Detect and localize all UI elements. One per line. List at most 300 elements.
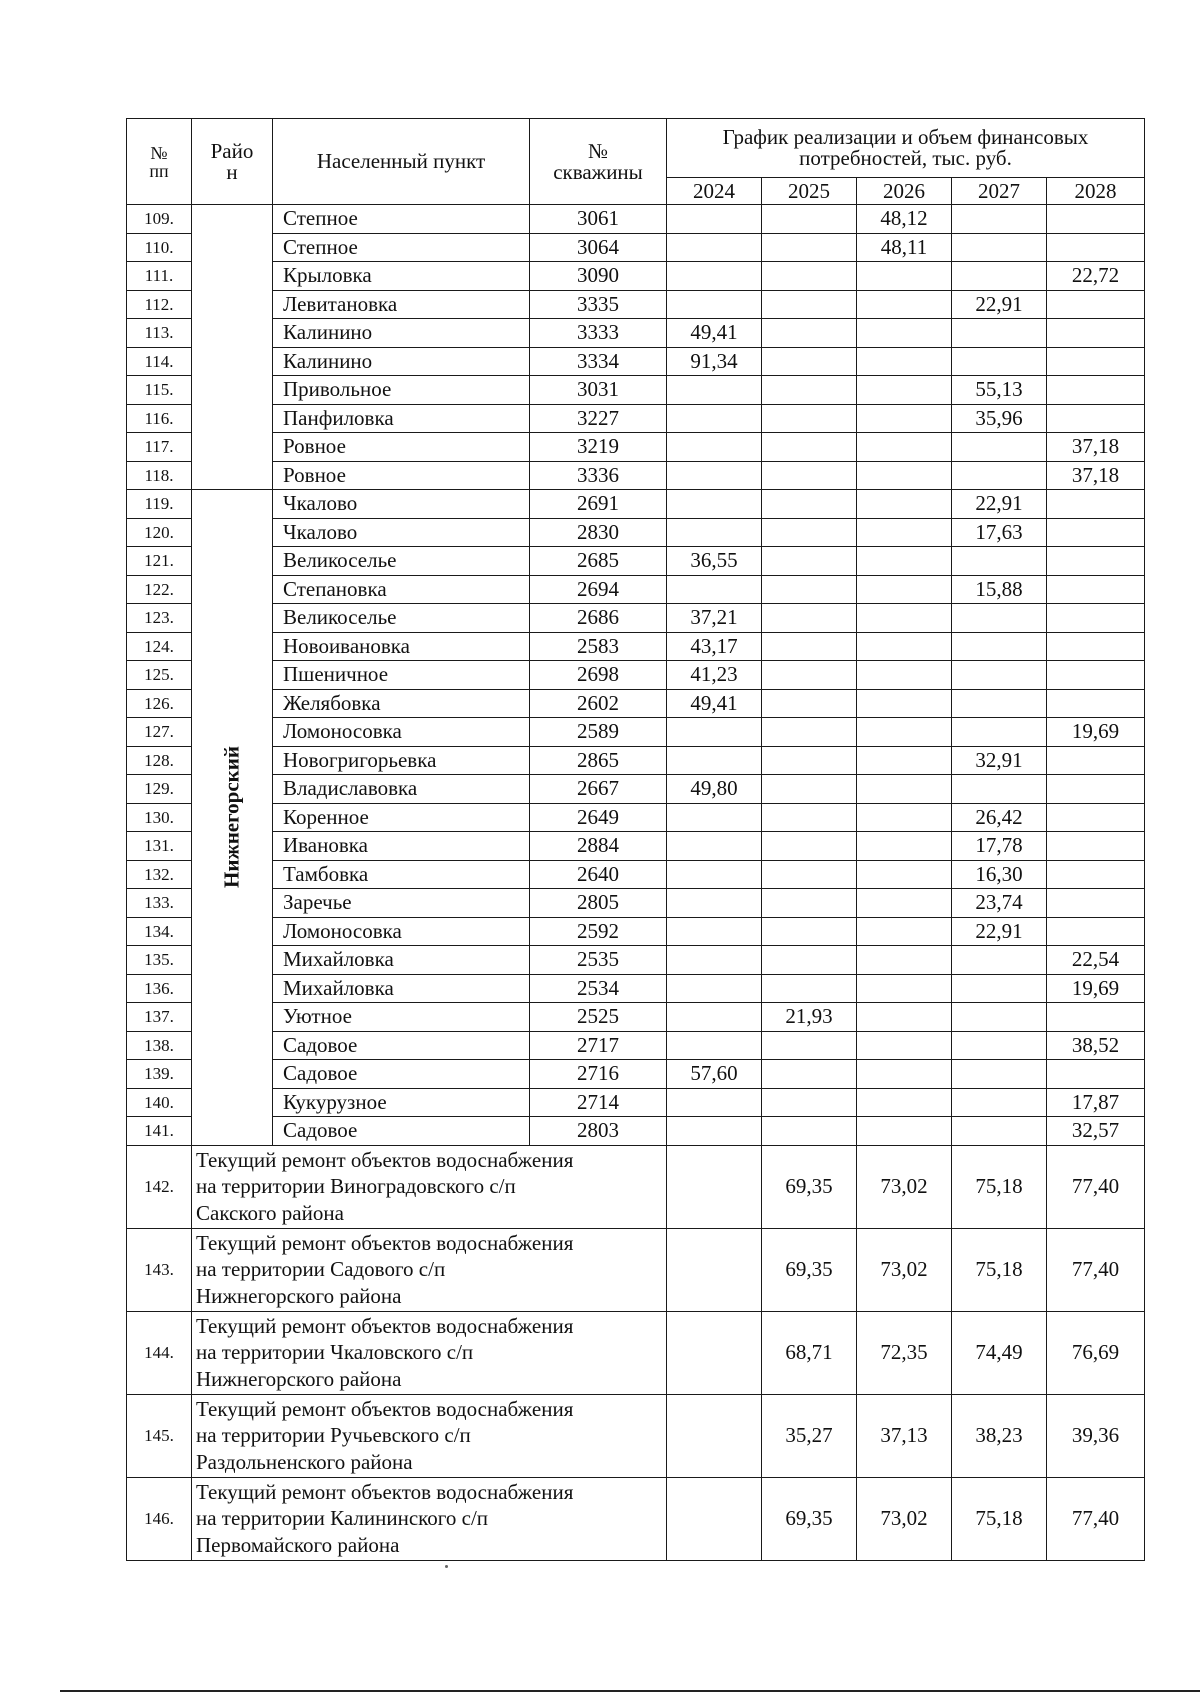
table-row: [127, 575, 1145, 604]
row-number: 112.: [127, 290, 192, 319]
table-row: [127, 290, 1145, 319]
funding-value-2028: [1047, 917, 1145, 946]
funding-value-2027: [952, 689, 1047, 718]
row-number: 135.: [127, 946, 192, 975]
funding-value-2027: 22,91: [952, 290, 1047, 319]
settlement-name: Садовое: [273, 1031, 530, 1060]
funding-value-2026: [857, 746, 952, 775]
well-number: 2525: [530, 1003, 667, 1032]
row-number: 132.: [127, 860, 192, 889]
funding-value-2028: [1047, 689, 1145, 718]
page-bottom-rule: [60, 1690, 1200, 1692]
funding-value-2026: [857, 832, 952, 861]
funding-value-2027: 17,63: [952, 518, 1047, 547]
funding-value-2028: 19,69: [1047, 718, 1145, 747]
funding-value-2027: 75,18: [952, 1228, 1047, 1311]
funding-value-2025: [762, 433, 857, 462]
table-row: [127, 832, 1145, 861]
row-number: 146.: [127, 1477, 192, 1560]
well-number: 3219: [530, 433, 667, 462]
header-district-cell: [192, 119, 273, 205]
row-number: 121.: [127, 547, 192, 576]
well-number: 3335: [530, 290, 667, 319]
row-number: 124.: [127, 632, 192, 661]
funding-value-2026: [857, 461, 952, 490]
well-number: 2686: [530, 604, 667, 633]
table-row: [127, 319, 1145, 348]
table-row: [127, 205, 1145, 234]
well-number: 2694: [530, 575, 667, 604]
funding-value-2026: [857, 262, 952, 291]
funding-value-2026: [857, 404, 952, 433]
funding-value-2024: [667, 746, 762, 775]
funding-value-2028: [1047, 604, 1145, 633]
well-number: 2865: [530, 746, 667, 775]
funding-value-2028: [1047, 746, 1145, 775]
funding-value-2026: 73,02: [857, 1228, 952, 1311]
row-number: 133.: [127, 889, 192, 918]
row-number: 119.: [127, 490, 192, 519]
funding-value-2027: [952, 347, 1047, 376]
table-row: [127, 1060, 1145, 1089]
table-row: [127, 404, 1145, 433]
funding-value-2028: [1047, 775, 1145, 804]
funding-value-2024: [667, 376, 762, 405]
funding-value-2024: [667, 1477, 762, 1560]
settlement-name: Садовое: [273, 1117, 530, 1146]
header-district-label-2: н: [226, 159, 238, 184]
row-number: 130.: [127, 803, 192, 832]
funding-value-2026: [857, 860, 952, 889]
funding-value-2024: 49,41: [667, 319, 762, 348]
year-2026-header: 2026: [857, 178, 952, 205]
table-row: [127, 661, 1145, 690]
funding-value-2027: 22,91: [952, 917, 1047, 946]
funding-value-2027: [952, 604, 1047, 633]
funding-value-2024: 49,80: [667, 775, 762, 804]
maintenance-row: [127, 1311, 1145, 1394]
funding-value-2026: [857, 917, 952, 946]
funding-value-2028: [1047, 661, 1145, 690]
header-number-cell: [127, 119, 192, 205]
funding-value-2027: [952, 1003, 1047, 1032]
maintenance-description: [192, 1311, 667, 1394]
maintenance-description-line: Нижнегорского района: [196, 1366, 402, 1391]
row-number: 136.: [127, 974, 192, 1003]
table-row: [127, 490, 1145, 519]
row-number: 128.: [127, 746, 192, 775]
maintenance-description-line: Текущий ремонт объектов водоснабжения: [196, 1148, 574, 1173]
funding-value-2026: [857, 1003, 952, 1032]
funding-value-2026: [857, 433, 952, 462]
funding-value-2026: [857, 319, 952, 348]
funding-value-2024: 57,60: [667, 1060, 762, 1089]
well-number: 2716: [530, 1060, 667, 1089]
row-number: 143.: [127, 1228, 192, 1311]
settlement-name: Чкалово: [273, 490, 530, 519]
maintenance-description: [192, 1394, 667, 1477]
funding-value-2024: [667, 1145, 762, 1228]
funding-value-2025: [762, 205, 857, 234]
funding-value-2024: [667, 1003, 762, 1032]
table-row: [127, 689, 1145, 718]
well-number: 3064: [530, 233, 667, 262]
row-number: 138.: [127, 1031, 192, 1060]
row-number: 144.: [127, 1311, 192, 1394]
maintenance-description-line: Нижнегорского района: [196, 1283, 402, 1308]
settlement-name: Крыловка: [273, 262, 530, 291]
funding-value-2027: [952, 1031, 1047, 1060]
well-number: 2691: [530, 490, 667, 519]
funding-value-2027: [952, 775, 1047, 804]
settlement-name: Ломоносовка: [273, 718, 530, 747]
table-row: [127, 632, 1145, 661]
funding-value-2028: 17,87: [1047, 1088, 1145, 1117]
funding-value-2028: 22,54: [1047, 946, 1145, 975]
row-number: 122.: [127, 575, 192, 604]
funding-value-2027: 38,23: [952, 1394, 1047, 1477]
settlement-name: Тамбовка: [273, 860, 530, 889]
funding-value-2026: [857, 689, 952, 718]
funding-value-2028: [1047, 233, 1145, 262]
funding-value-2026: 72,35: [857, 1311, 952, 1394]
funding-value-2024: [667, 917, 762, 946]
row-number: 111.: [127, 262, 192, 291]
funding-value-2028: 77,40: [1047, 1145, 1145, 1228]
funding-value-2028: [1047, 803, 1145, 832]
funding-value-2024: [667, 262, 762, 291]
funding-value-2027: [952, 461, 1047, 490]
row-number: 140.: [127, 1088, 192, 1117]
row-number: 141.: [127, 1117, 192, 1146]
funding-value-2028: 39,36: [1047, 1394, 1145, 1477]
funding-value-2025: 21,93: [762, 1003, 857, 1032]
maintenance-description-line: на территории Садового с/п: [196, 1257, 446, 1282]
funding-value-2025: 69,35: [762, 1477, 857, 1560]
funding-value-2025: [762, 917, 857, 946]
row-number: 120.: [127, 518, 192, 547]
row-number: 142.: [127, 1145, 192, 1228]
funding-value-2025: [762, 518, 857, 547]
maintenance-description: [192, 1145, 667, 1228]
table-row: [127, 233, 1145, 262]
funding-value-2024: 37,21: [667, 604, 762, 633]
row-number: 115.: [127, 376, 192, 405]
funding-value-2025: [762, 547, 857, 576]
funding-value-2024: [667, 518, 762, 547]
maintenance-description-line: на территории Калининского с/п: [196, 1506, 489, 1531]
funding-value-2024: [667, 860, 762, 889]
settlement-name: Панфиловка: [273, 404, 530, 433]
funding-value-2025: [762, 632, 857, 661]
funding-value-2024: [667, 803, 762, 832]
year-2024-header: 2024: [667, 178, 762, 205]
funding-value-2028: [1047, 832, 1145, 861]
funding-value-2024: [667, 946, 762, 975]
well-number: 2714: [530, 1088, 667, 1117]
header-schedule-cell: [667, 119, 1145, 178]
funding-value-2028: [1047, 319, 1145, 348]
funding-value-2026: [857, 1088, 952, 1117]
well-number: 2583: [530, 632, 667, 661]
well-number: 2803: [530, 1117, 667, 1146]
funding-value-2028: [1047, 290, 1145, 319]
funding-value-2026: [857, 889, 952, 918]
funding-value-2028: 37,18: [1047, 433, 1145, 462]
funding-value-2027: 22,91: [952, 490, 1047, 519]
funding-value-2026: [857, 775, 952, 804]
settlement-name: Чкалово: [273, 518, 530, 547]
settlement-name: Владиславовка: [273, 775, 530, 804]
funding-value-2025: [762, 319, 857, 348]
funding-value-2028: [1047, 376, 1145, 405]
funding-value-2027: 26,42: [952, 803, 1047, 832]
funding-value-2024: [667, 1394, 762, 1477]
row-number: 123.: [127, 604, 192, 633]
maintenance-row: [127, 1477, 1145, 1560]
well-number: 2698: [530, 661, 667, 690]
funding-value-2026: 37,13: [857, 1394, 952, 1477]
funding-value-2026: [857, 946, 952, 975]
header-number-label: №: [150, 142, 168, 163]
funding-value-2027: [952, 547, 1047, 576]
maintenance-description: [192, 1477, 667, 1560]
well-number: 2602: [530, 689, 667, 718]
row-number: 129.: [127, 775, 192, 804]
funding-value-2025: [762, 775, 857, 804]
funding-value-2025: [762, 490, 857, 519]
row-number: 145.: [127, 1394, 192, 1477]
funding-value-2027: 75,18: [952, 1145, 1047, 1228]
settlement-name: Пшеничное: [273, 661, 530, 690]
funding-value-2028: [1047, 1003, 1145, 1032]
funding-value-2024: [667, 1031, 762, 1060]
settlement-name: Ровное: [273, 461, 530, 490]
funding-value-2025: [762, 1088, 857, 1117]
funding-value-2025: [762, 889, 857, 918]
settlement-name: Великоселье: [273, 604, 530, 633]
funding-value-2027: [952, 718, 1047, 747]
funding-value-2024: 91,34: [667, 347, 762, 376]
funding-value-2026: [857, 1031, 952, 1060]
table-header-row: [127, 119, 1145, 178]
funding-value-2027: [952, 661, 1047, 690]
funding-value-2024: 43,17: [667, 632, 762, 661]
funding-value-2026: 73,02: [857, 1145, 952, 1228]
funding-value-2026: [857, 347, 952, 376]
maintenance-description-line: Текущий ремонт объектов водоснабжения: [196, 1231, 574, 1256]
well-number: 2830: [530, 518, 667, 547]
funding-value-2025: [762, 376, 857, 405]
maintenance-description-line: на территории Виноградовского с/п: [196, 1174, 516, 1199]
well-number: 3336: [530, 461, 667, 490]
header-settlement-cell: [273, 119, 530, 205]
well-number: 2805: [530, 889, 667, 918]
funding-value-2025: [762, 661, 857, 690]
well-number: 2667: [530, 775, 667, 804]
well-number: 2592: [530, 917, 667, 946]
table-row: [127, 461, 1145, 490]
header-settlement-label: Населенный пункт: [316, 149, 486, 173]
funding-value-2028: 38,52: [1047, 1031, 1145, 1060]
funding-value-2026: [857, 632, 952, 661]
funding-value-2026: [857, 718, 952, 747]
funding-value-2025: [762, 347, 857, 376]
funding-value-2027: 55,13: [952, 376, 1047, 405]
funding-value-2025: [762, 233, 857, 262]
funding-value-2027: 35,96: [952, 404, 1047, 433]
year-2025-header: 2025: [762, 178, 857, 205]
funding-value-2025: [762, 860, 857, 889]
table-row: [127, 347, 1145, 376]
row-number: 118.: [127, 461, 192, 490]
settlement-name: Новогригорьевка: [273, 746, 530, 775]
table-row: [127, 860, 1145, 889]
well-number: 3333: [530, 319, 667, 348]
header-schedule-label-2: потребностей, тыс. руб.: [799, 146, 1012, 170]
funding-value-2027: 32,91: [952, 746, 1047, 775]
table-row: [127, 946, 1145, 975]
table-row: [127, 974, 1145, 1003]
funding-value-2024: [667, 433, 762, 462]
funding-value-2024: [667, 1228, 762, 1311]
funding-value-2027: [952, 233, 1047, 262]
table-row: [127, 917, 1145, 946]
funding-value-2025: [762, 290, 857, 319]
row-number: 127.: [127, 718, 192, 747]
well-number: 2535: [530, 946, 667, 975]
year-2027-header: 2027: [952, 178, 1047, 205]
maintenance-description-line: Текущий ремонт объектов водоснабжения: [196, 1397, 574, 1422]
funding-value-2025: [762, 689, 857, 718]
settlement-name: Калинино: [273, 319, 530, 348]
funding-value-2028: [1047, 1060, 1145, 1089]
funding-value-2028: 77,40: [1047, 1477, 1145, 1560]
funding-value-2024: [667, 718, 762, 747]
settlement-name: Садовое: [273, 1060, 530, 1089]
table-row: [127, 376, 1145, 405]
settlement-name: Уютное: [273, 1003, 530, 1032]
funding-value-2025: [762, 803, 857, 832]
maintenance-description-line: на территории Чкаловского с/п: [196, 1340, 474, 1365]
funding-value-2025: [762, 604, 857, 633]
funding-value-2028: 22,72: [1047, 262, 1145, 291]
funding-value-2026: 48,12: [857, 205, 952, 234]
funding-value-2026: [857, 518, 952, 547]
funding-value-2026: [857, 604, 952, 633]
funding-value-2027: [952, 946, 1047, 975]
header-well-label-2: скважины: [553, 159, 643, 184]
header-well-label: №: [587, 138, 609, 163]
header-number-label-2: пп: [149, 160, 169, 181]
funding-value-2024: [667, 233, 762, 262]
maintenance-description-line: Текущий ремонт объектов водоснабжения: [196, 1314, 574, 1339]
funding-value-2025: [762, 746, 857, 775]
settlement-name: Желябовка: [273, 689, 530, 718]
row-number: 137.: [127, 1003, 192, 1032]
row-number: 126.: [127, 689, 192, 718]
funding-value-2026: [857, 575, 952, 604]
well-number: 2649: [530, 803, 667, 832]
table-row: [127, 262, 1145, 291]
funding-value-2028: [1047, 404, 1145, 433]
funding-value-2026: [857, 376, 952, 405]
funding-value-2028: [1047, 547, 1145, 576]
funding-value-2027: [952, 319, 1047, 348]
funding-value-2025: 69,35: [762, 1145, 857, 1228]
funding-value-2028: 77,40: [1047, 1228, 1145, 1311]
funding-value-2027: 16,30: [952, 860, 1047, 889]
well-number: 3090: [530, 262, 667, 291]
funding-value-2024: 41,23: [667, 661, 762, 690]
well-number: 2717: [530, 1031, 667, 1060]
maintenance-description-line: Текущий ремонт объектов водоснабжения: [196, 1480, 574, 1505]
funding-value-2027: 23,74: [952, 889, 1047, 918]
funding-value-2025: [762, 946, 857, 975]
settlement-name: Коренное: [273, 803, 530, 832]
table-row: [127, 518, 1145, 547]
well-number: 2884: [530, 832, 667, 861]
funding-value-2027: [952, 1060, 1047, 1089]
table-row: [127, 1117, 1145, 1146]
funding-value-2028: [1047, 205, 1145, 234]
funding-value-2028: [1047, 575, 1145, 604]
funding-value-2025: [762, 1060, 857, 1089]
funding-value-2027: 17,78: [952, 832, 1047, 861]
settlement-name: Левитановка: [273, 290, 530, 319]
funding-value-2024: [667, 832, 762, 861]
funding-value-2026: [857, 803, 952, 832]
funding-value-2027: [952, 1088, 1047, 1117]
table-row: [127, 433, 1145, 462]
funding-schedule-table: [126, 118, 1145, 1561]
settlement-name: Калинино: [273, 347, 530, 376]
maintenance-row: [127, 1394, 1145, 1477]
funding-value-2025: [762, 1117, 857, 1146]
table-body: [127, 119, 1145, 1561]
funding-value-2026: [857, 661, 952, 690]
header-district-label: Райо: [210, 138, 254, 163]
funding-value-2024: [667, 575, 762, 604]
row-number: 117.: [127, 433, 192, 462]
funding-value-2027: 15,88: [952, 575, 1047, 604]
funding-value-2026: 73,02: [857, 1477, 952, 1560]
maintenance-description-line: Раздольненского района: [196, 1449, 413, 1474]
row-number: 125.: [127, 661, 192, 690]
row-number: 114.: [127, 347, 192, 376]
funding-value-2024: [667, 1311, 762, 1394]
maintenance-row: [127, 1228, 1145, 1311]
funding-value-2026: [857, 974, 952, 1003]
district-name-label: Нижнегорский: [219, 746, 244, 889]
funding-value-2025: [762, 718, 857, 747]
funding-value-2028: [1047, 889, 1145, 918]
funding-value-2027: [952, 632, 1047, 661]
maintenance-description: [192, 1228, 667, 1311]
row-number: 113.: [127, 319, 192, 348]
funding-value-2026: [857, 290, 952, 319]
maintenance-description-line: Первомайского района: [196, 1532, 400, 1557]
well-number: 2640: [530, 860, 667, 889]
funding-value-2024: [667, 290, 762, 319]
funding-value-2024: [667, 404, 762, 433]
funding-value-2025: [762, 262, 857, 291]
settlement-name: Ивановка: [273, 832, 530, 861]
funding-value-2025: [762, 1031, 857, 1060]
funding-value-2025: [762, 404, 857, 433]
district-cell-nizhnegorsky: [192, 490, 273, 1146]
funding-value-2025: 68,71: [762, 1311, 857, 1394]
